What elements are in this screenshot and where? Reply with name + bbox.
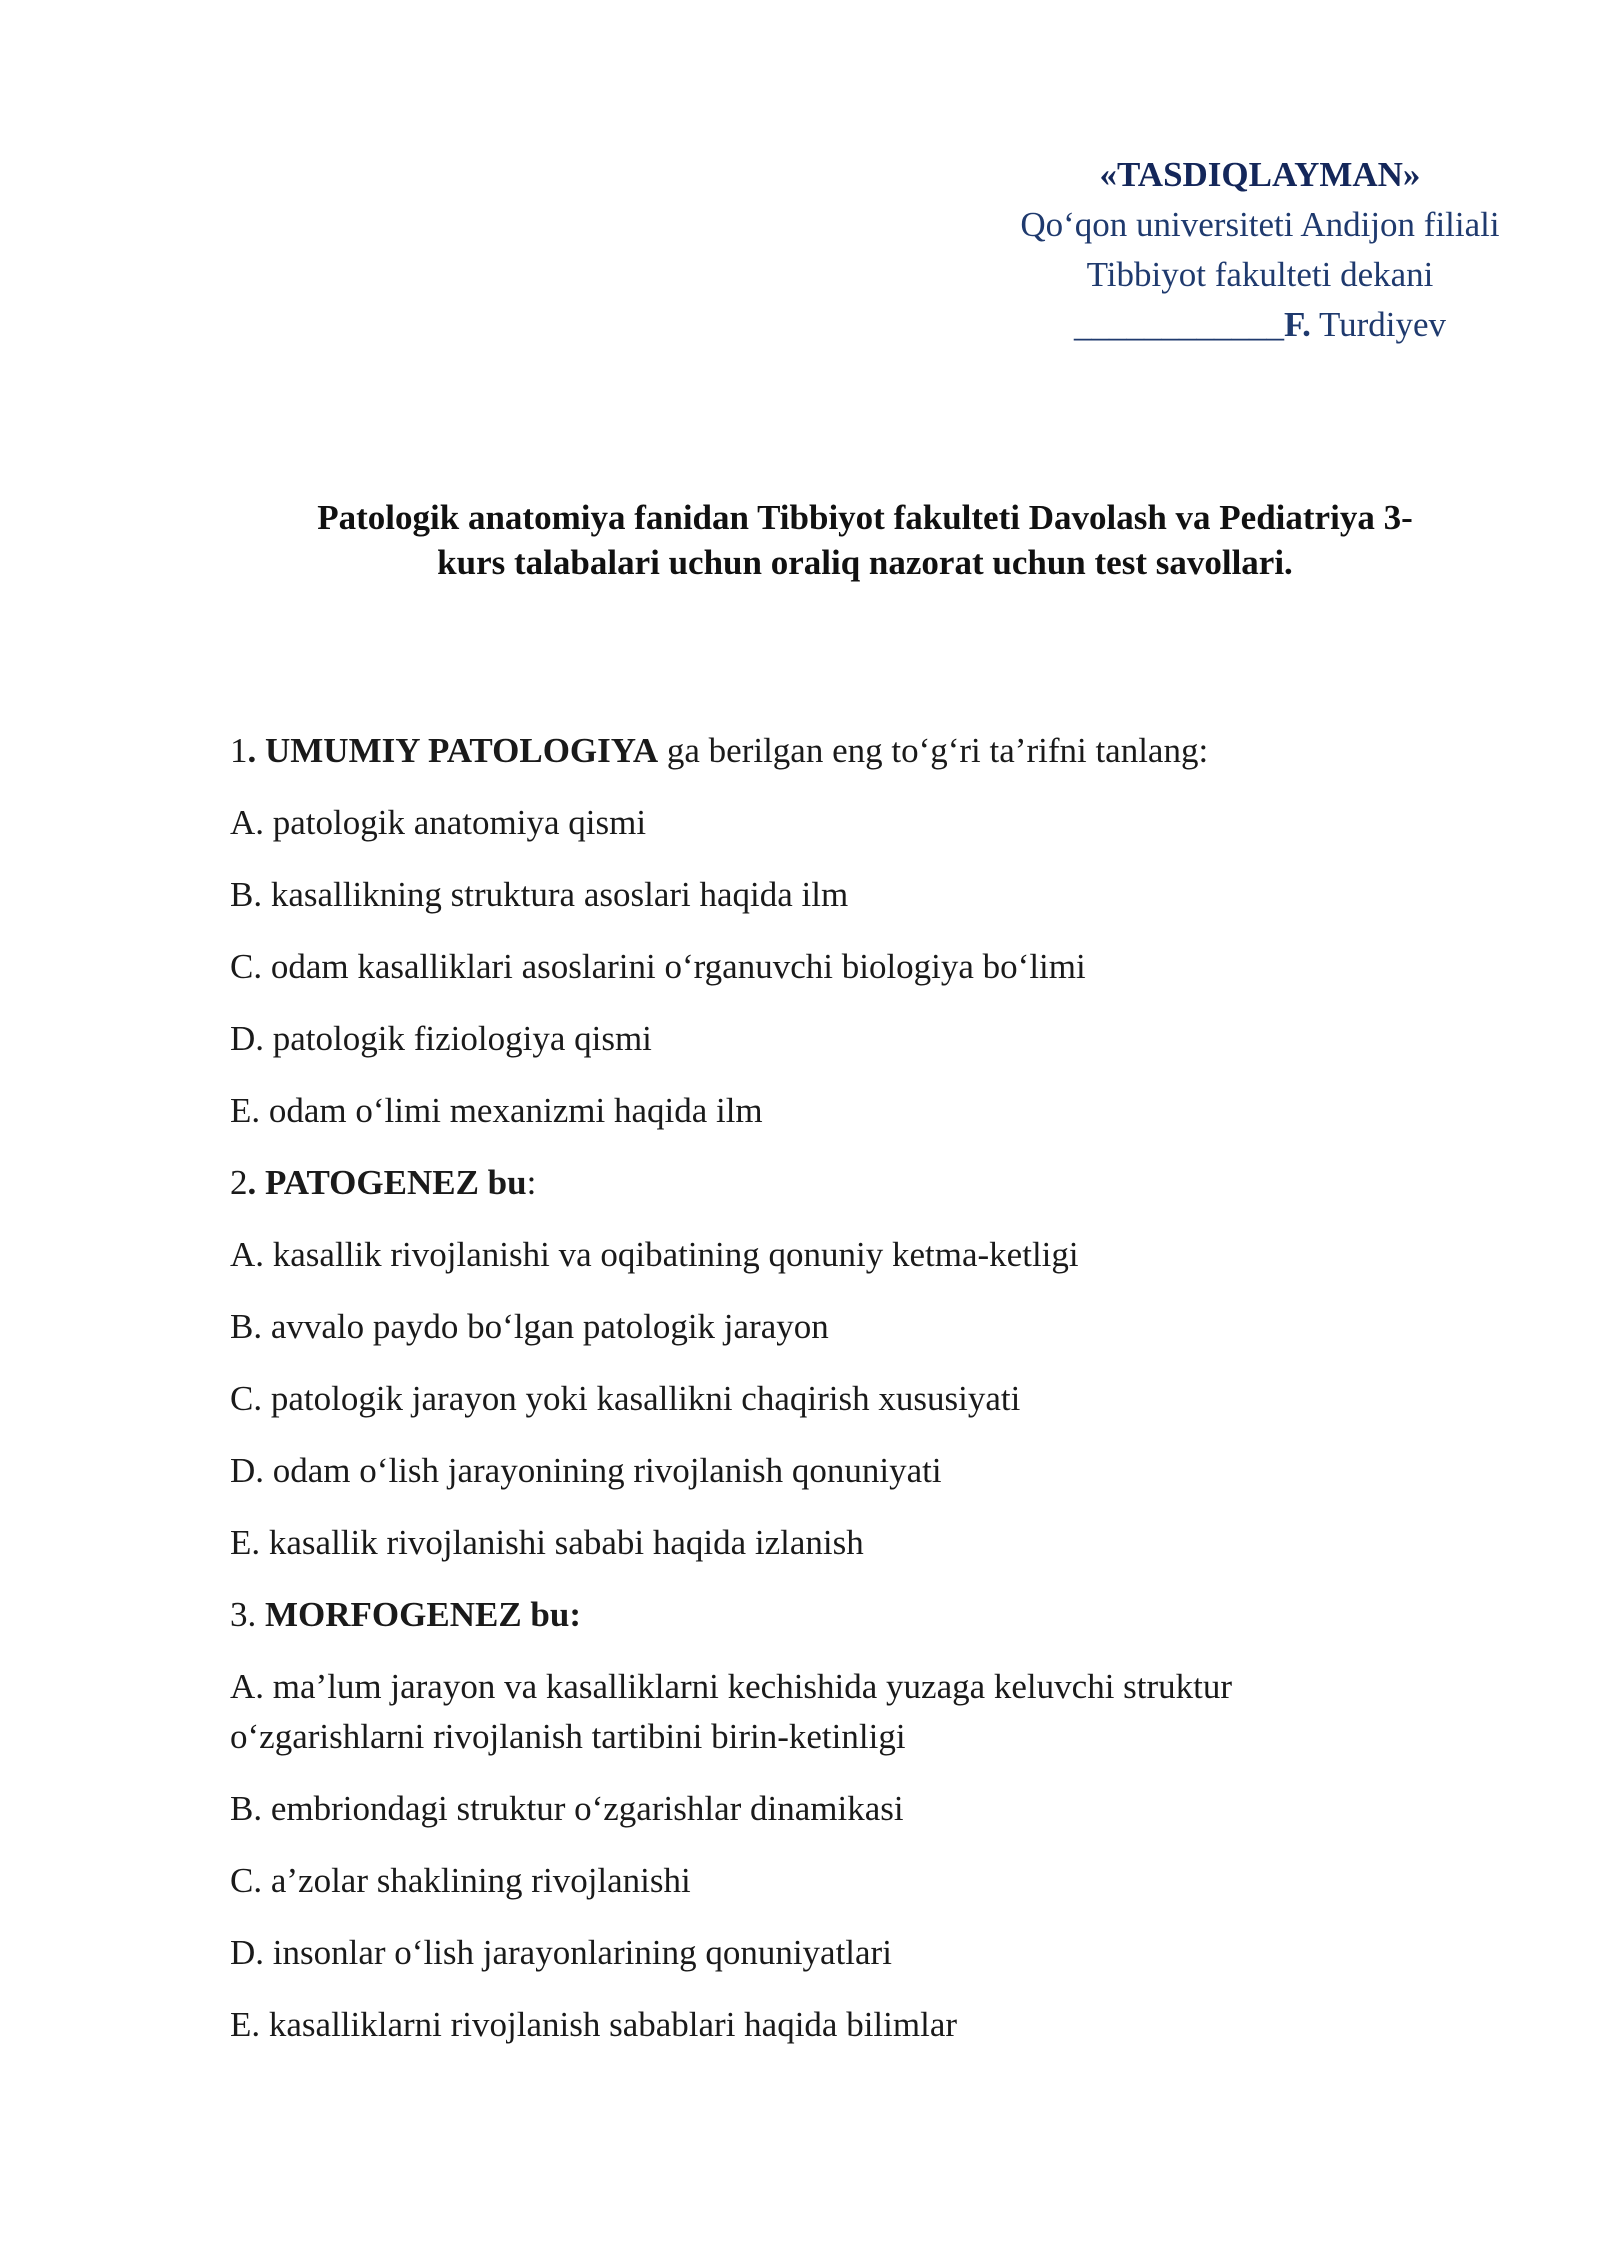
answer-option: A. patologik anatomiya qismi <box>230 803 647 842</box>
approval-title: «TASDIQLAYMAN» <box>1099 155 1421 194</box>
approval-institution: Qo‘qon universiteti Andijon filiali <box>1020 205 1500 244</box>
document-title-line-2: kurs talabalari uchun oraliq nazorat uchun test savollari. <box>437 543 1293 582</box>
document-title-line-1: Patologik anatomiya fanidan Tibbiyot fakulteti Davolash va Pediatriya 3- <box>317 498 1413 537</box>
question-number: 2 <box>230 1163 248 1202</box>
approval-position: Tibbiyot fakulteti dekani <box>1086 255 1434 294</box>
answer-option: D. patologik fiziologiya qismi <box>230 1019 652 1058</box>
question-text: ga berilgan eng to‘g‘ri ta’rifni tanlang: <box>658 731 1209 770</box>
question-1 <box>230 726 1380 776</box>
answer-option: B. embriondagi struktur o‘zgarishlar dinamikasi <box>230 1789 904 1828</box>
answer-option: D. insonlar o‘lish jarayonlarining qonuniyatlari <box>230 1933 892 1972</box>
answer-option: A. ma’lum jarayon va kasalliklarni kechishida yuzaga keluvchi struktur o‘zgarishlarni rivojlanish tartibini birin-ketinligi <box>230 1667 1233 1756</box>
answer-option: C. patologik jarayon yoki kasallikni chaqirish xususiyati <box>230 1379 1021 1418</box>
answer-option: B. kasallikning struktura asoslari haqida ilm <box>230 875 849 914</box>
answer-option: E. odam o‘limi mexanizmi haqida ilm <box>230 1091 763 1130</box>
question-3 <box>230 1590 1380 1640</box>
answer-option: E. kasallik rivojlanishi sababi haqida izlanish <box>230 1523 864 1562</box>
question-number: 3. <box>230 1595 265 1634</box>
question-2 <box>230 1158 1380 1208</box>
approval-block <box>960 150 1560 350</box>
question-term: . UMUMIY PATOLOGIYA <box>247 731 659 770</box>
answer-option: C. odam kasalliklari asoslarini o‘rganuvchi biologiya bo‘limi <box>230 947 1086 986</box>
document-title <box>220 495 1510 585</box>
question-number: 1 <box>230 731 248 770</box>
signature-name: Turdiyev <box>1310 305 1447 344</box>
answer-option: D. odam o‘lish jarayonining rivojlanish qonuniyati <box>230 1451 942 1490</box>
approval-signature <box>960 300 1560 350</box>
answer-option: C. a’zolar shaklining rivojlanishi <box>230 1861 691 1900</box>
signature-blank: ____________ <box>1073 305 1284 344</box>
questions-list <box>230 726 1380 2072</box>
answer-option: B. avvalo paydo bo‘lgan patologik jarayon <box>230 1307 829 1346</box>
question-term: . PATOGENEZ bu <box>247 1163 527 1202</box>
question-text: : <box>526 1163 537 1202</box>
answer-option: A. kasallik rivojlanishi va oqibatining qonuniy ketma-ketligi <box>230 1235 1079 1274</box>
signature-initial: F. <box>1283 305 1311 344</box>
answer-option: E. kasalliklarni rivojlanish sabablari haqida bilimlar <box>230 2005 958 2044</box>
question-term: MORFOGENEZ bu: <box>265 1595 582 1634</box>
